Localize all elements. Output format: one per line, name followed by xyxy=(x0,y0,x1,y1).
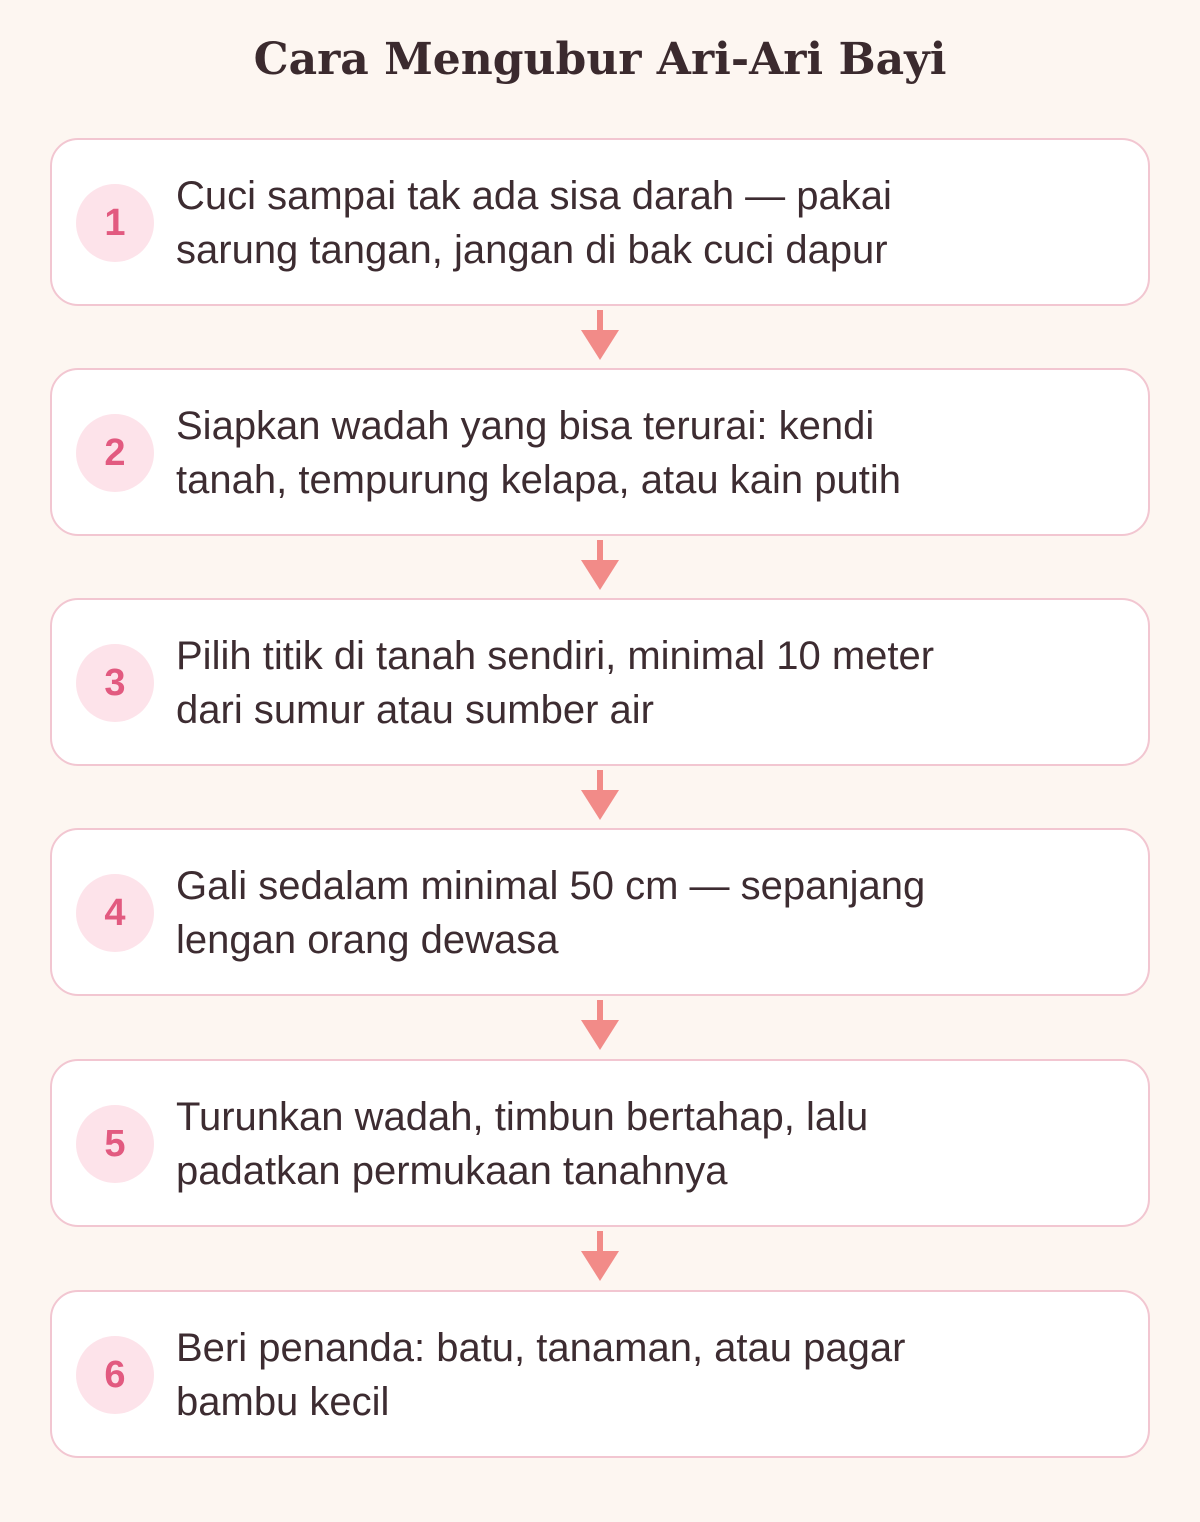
step-text: Turunkan wadah, timbun bertahap, lalu padatkan permukaan tanahnya xyxy=(176,1095,869,1193)
step-card-1 xyxy=(50,138,1150,306)
step-number-badge: 3 xyxy=(76,644,154,722)
step-card-3 xyxy=(50,598,1150,766)
step-text: Pilih titik di tanah sendiri, minimal 10 meter dari sumur atau sumber air xyxy=(176,634,935,732)
step-number-badge: 1 xyxy=(76,184,154,262)
step-card-4 xyxy=(50,828,1150,996)
arrow-down-icon xyxy=(580,1000,620,1052)
page-title: Cara Mengubur Ari-Ari Bayi xyxy=(253,34,947,85)
arrow-down-icon xyxy=(580,310,620,362)
arrow-down-icon xyxy=(580,770,620,822)
step-card-2 xyxy=(50,368,1150,536)
step-number-badge: 6 xyxy=(76,1336,154,1414)
step-card-6 xyxy=(50,1290,1150,1458)
step-number-badge: 2 xyxy=(76,414,154,492)
step-text: Gali sedalam minimal 50 cm — sepanjang lengan orang dewasa xyxy=(176,864,926,962)
step-text: Cuci sampai tak ada sisa darah — pakai sarung tangan, jangan di bak cuci dapur xyxy=(176,174,892,272)
step-number-badge: 5 xyxy=(76,1105,154,1183)
step-text: Beri penanda: batu, tanaman, atau pagar bambu kecil xyxy=(176,1326,906,1424)
arrow-down-icon xyxy=(580,1231,620,1283)
step-number-badge: 4 xyxy=(76,874,154,952)
step-card-5 xyxy=(50,1059,1150,1227)
arrow-down-icon xyxy=(580,540,620,592)
step-text: Siapkan wadah yang bisa terurai: kendi tanah, tempurung kelapa, atau kain putih xyxy=(176,404,901,502)
